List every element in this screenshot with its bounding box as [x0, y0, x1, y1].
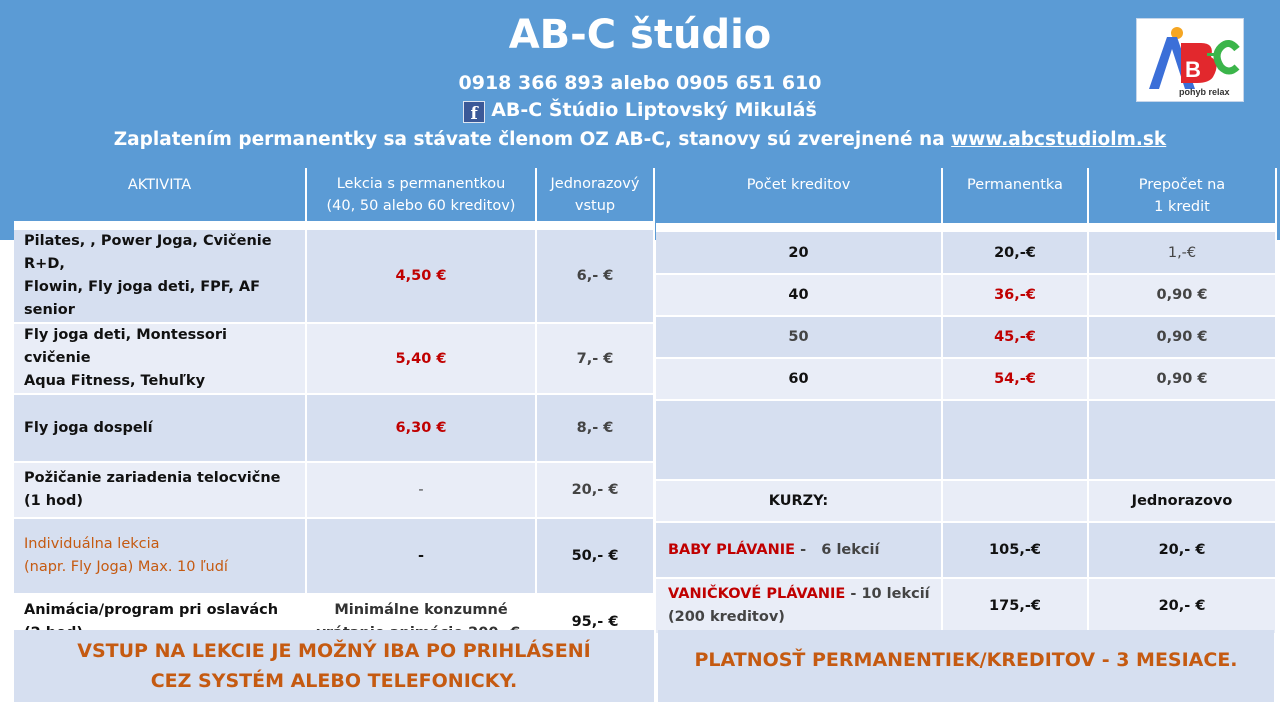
facebook-line	[0, 99, 1280, 123]
table-row	[656, 232, 1276, 274]
credit-price: 20,-€	[942, 232, 1088, 274]
activity-name: Pilates, , Power Joga, Cvičenie R+D, Flowin, Fly joga deti, FPF, AF senior	[14, 230, 306, 323]
table-header-row	[656, 168, 1276, 224]
table-row	[656, 522, 1276, 578]
logo-tagline: pohyb relax	[1179, 87, 1230, 97]
table-row	[656, 316, 1276, 358]
table-row	[656, 274, 1276, 316]
table-row	[656, 578, 1276, 634]
course-detail: - 10 lekcií (200 kreditov)	[668, 586, 930, 625]
header-single: Jednorazový vstup	[536, 168, 654, 222]
single-price: 50,- €	[536, 518, 654, 594]
studio-logo	[1136, 18, 1244, 102]
membership-note	[0, 129, 1280, 150]
course-name	[656, 578, 942, 634]
courses-single-label: Jednorazovo	[1088, 480, 1276, 522]
activity-price-table	[14, 168, 655, 651]
table-row	[656, 358, 1276, 400]
activity-name: Požičanie zariadenia telocvične (1 hod)	[14, 462, 306, 518]
header-permanent: Permanentka	[942, 168, 1088, 224]
credit-price: 36,-€	[942, 274, 1088, 316]
single-price: 7,- €	[536, 323, 654, 394]
permanent-price: 5,40 €	[306, 323, 536, 394]
activity-name: Fly joga dospelí	[14, 394, 306, 462]
table-row	[14, 394, 654, 462]
credit-count: 40	[656, 274, 942, 316]
page-title: AB-C štúdio	[508, 12, 772, 58]
single-price: 20,- €	[536, 462, 654, 518]
header-credits: Počet kreditov	[656, 168, 942, 224]
credit-count: 60	[656, 358, 942, 400]
right-pricing-panel	[656, 168, 1276, 705]
course-price: 175,-€	[942, 578, 1088, 634]
course-name	[656, 522, 942, 578]
single-price: 95,- €	[536, 594, 654, 650]
permanent-price: 6,30 €	[306, 394, 536, 462]
credit-price: 54,-€	[942, 358, 1088, 400]
permanent-price: 4,50 €	[306, 230, 536, 323]
course-single-price: 20,- €	[1088, 522, 1276, 578]
course-single-price: 20,- €	[1088, 578, 1276, 634]
left-pricing-panel	[14, 168, 654, 705]
credit-count: 50	[656, 316, 942, 358]
credit-unit-price: 1,-€	[1088, 232, 1276, 274]
login-notice: VSTUP NA LEKCIE JE MOŽNÝ IBA PO PRIHLÁSENÍ CEZ SYSTÉM ALEBO TELEFONICKY.	[14, 630, 654, 702]
credit-unit-price: 0,90 €	[1088, 316, 1276, 358]
credit-price: 45,-€	[942, 316, 1088, 358]
website-link[interactable]: www.abcstudiolm.sk	[951, 129, 1167, 150]
credit-unit-price: 0,90 €	[1088, 358, 1276, 400]
table-header-row	[14, 168, 654, 222]
permanent-price: -	[306, 518, 536, 594]
logo-letters: B	[1185, 57, 1201, 82]
membership-text: Zaplatením permanentky sa stávate členom OZ AB-C, stanovy sú zverejnené na	[113, 129, 952, 150]
activity-name: Animácia/program pri oslavách	[14, 594, 306, 650]
permanent-price: Minimálne konzumné	[306, 594, 536, 650]
course-detail: - 6 lekcií	[795, 541, 880, 558]
activity-name: Fly joga deti, Montessori cvičenie Aqua Fitness, Tehuľky	[14, 323, 306, 394]
course-title: VANIČKOVÉ PLÁVANIE	[668, 586, 846, 602]
credit-unit-price: 0,90 €	[1088, 274, 1276, 316]
header-per-credit: Prepočet na 1 kredit	[1088, 168, 1276, 224]
single-price: 6,- €	[536, 230, 654, 323]
validity-notice: PLATNOSŤ PERMANENTIEK/KREDITOV - 3 MESIACE.	[658, 630, 1274, 702]
empty-row	[656, 400, 1276, 480]
table-row	[14, 230, 654, 323]
facebook-icon[interactable]: f	[463, 101, 485, 123]
single-price: 8,- €	[536, 394, 654, 462]
header-activity: AKTIVITA	[14, 168, 306, 222]
phone-numbers: 0918 366 893 alebo 0905 651 610	[458, 72, 822, 94]
spacer-row	[656, 224, 1276, 232]
logo-letter-c	[1217, 43, 1237, 71]
credit-count: 20	[656, 232, 942, 274]
courses-header-row	[656, 480, 1276, 522]
table-row	[14, 462, 654, 518]
permanent-price: -	[306, 462, 536, 518]
facebook-page-name[interactable]: AB-C Štúdio Liptovský Mikuláš	[491, 99, 817, 121]
courses-label: KURZY:	[656, 480, 942, 522]
course-price: 105,-€	[942, 522, 1088, 578]
spacer-row	[14, 222, 654, 230]
credit-price-table	[656, 168, 1277, 635]
activity-name: Individuálna lekcia (napr. Fly Joga) Max. 10 ľudí	[14, 518, 306, 594]
header-permanent: Lekcia s permanentkou (40, 50 alebo 60 kreditov)	[306, 168, 536, 222]
table-row	[14, 518, 654, 594]
course-title: BABY PLÁVANIE	[668, 541, 796, 558]
table-row	[14, 323, 654, 394]
logo-graphic	[1137, 19, 1243, 101]
